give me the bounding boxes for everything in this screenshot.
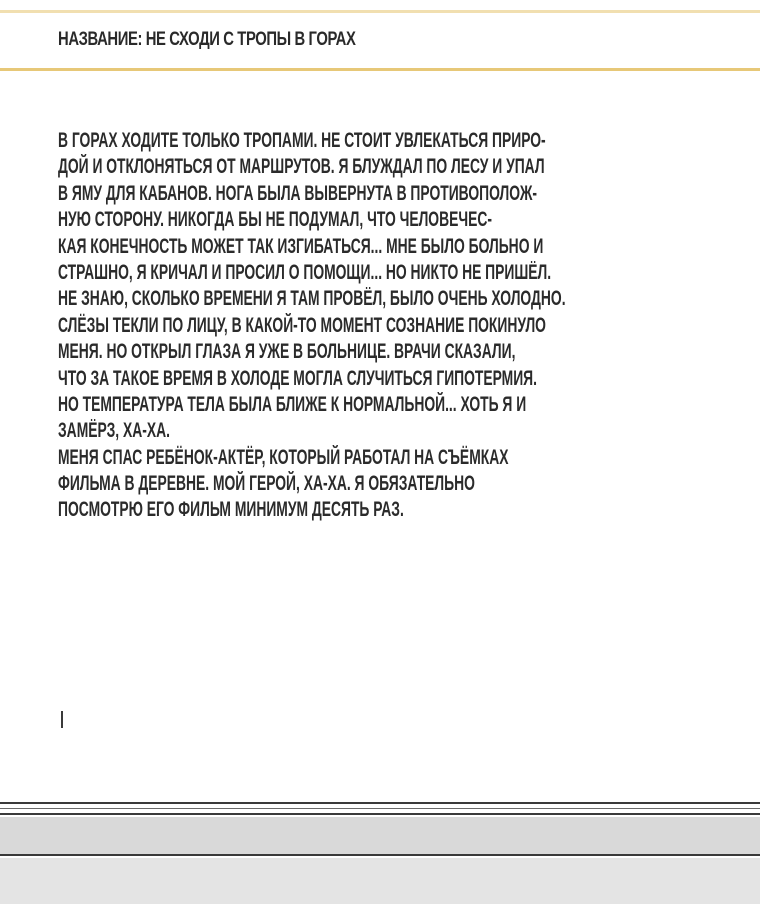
bottom-panel-edge xyxy=(0,800,760,904)
title-box xyxy=(0,13,760,71)
panel-border-line xyxy=(0,802,760,804)
story-line: СТРАШНО, Я КРИЧАЛ И ПРОСИЛ О ПОМОЩИ... НО НИКТО НЕ ПРИШЁЛ. xyxy=(58,260,552,284)
story-line: НУЮ СТОРОНУ. НИКОГДА БЫ НЕ ПОДУМАЛ, ЧТО ЧЕЛОВЕЧЕС- xyxy=(58,208,492,232)
panel-border-line xyxy=(0,854,760,856)
story-line: СЛЁЗЫ ТЕКЛИ ПО ЛИЦУ, В КАКОЙ-ТО МОМЕНТ СОЗНАНИЕ ПОКИНУЛО xyxy=(58,313,546,337)
story-line: КАЯ КОНЕЧНОСТЬ МОЖЕТ ТАК ИЗГИБАТЬСЯ... МНЕ БЫЛО БОЛЬНО И xyxy=(58,234,544,258)
story-line: МЕНЯ СПАС РЕБЁНОК-АКТЁР, КОТОРЫЙ РАБОТАЛ НА СЪЁМКАХ xyxy=(58,445,509,469)
panel-shade xyxy=(0,858,760,904)
story-line: ДОЙ И ОТКЛОНЯТЬСЯ ОТ МАРШРУТОВ. Я БЛУЖДАЛ ПО ЛЕСУ И УПАЛ xyxy=(58,155,545,179)
story-line: В ГОРАХ ХОДИТЕ ТОЛЬКО ТРОПАМИ. НЕ СТОИТ УВЛЕКАТЬСЯ ПРИРО- xyxy=(58,129,546,152)
panel-shade xyxy=(0,817,760,854)
story-line: ЧТО ЗА ТАКОЕ ВРЕМЯ В ХОЛОДЕ МОГЛА СЛУЧИТЬСЯ ГИПОТЕРМИЯ. xyxy=(58,366,538,390)
cursor-mark xyxy=(61,711,63,728)
panel-border-line xyxy=(0,813,760,815)
story-text xyxy=(58,128,760,524)
story-line: ЗАМЁРЗ, ХА-ХА. xyxy=(58,419,170,443)
story-line: ФИЛЬМА В ДЕРЕВНЕ. МОЙ ГЕРОЙ, ХА-ХА. Я ОБЯЗАТЕЛЬНО xyxy=(58,472,475,496)
page-title: НАЗВАНИЕ: НЕ СХОДИ С ТРОПЫ В ГОРАХ xyxy=(58,29,356,50)
story-line: ПОСМОТРЮ ЕГО ФИЛЬМ МИНИМУМ ДЕСЯТЬ РАЗ. xyxy=(58,498,404,522)
story-line: В ЯМУ ДЛЯ КАБАНОВ. НОГА БЫЛА ВЫВЕРНУТА В ПРОТИВОПОЛОЖ- xyxy=(58,181,537,205)
story-line: НО ТЕМПЕРАТУРА ТЕЛА БЫЛА БЛИЖЕ К НОРМАЛЬНОЙ... ХОТЬ Я И xyxy=(58,392,527,416)
story-line: МЕНЯ. НО ОТКРЫЛ ГЛАЗА Я УЖЕ В БОЛЬНИЦЕ. ВРАЧИ СКАЗАЛИ, xyxy=(58,340,516,364)
story-line: НЕ ЗНАЮ, СКОЛЬКО ВРЕМЕНИ Я ТАМ ПРОВЁЛ, БЫЛО ОЧЕНЬ ХОЛОДНО. xyxy=(58,287,566,311)
panel-border-line xyxy=(0,808,760,809)
